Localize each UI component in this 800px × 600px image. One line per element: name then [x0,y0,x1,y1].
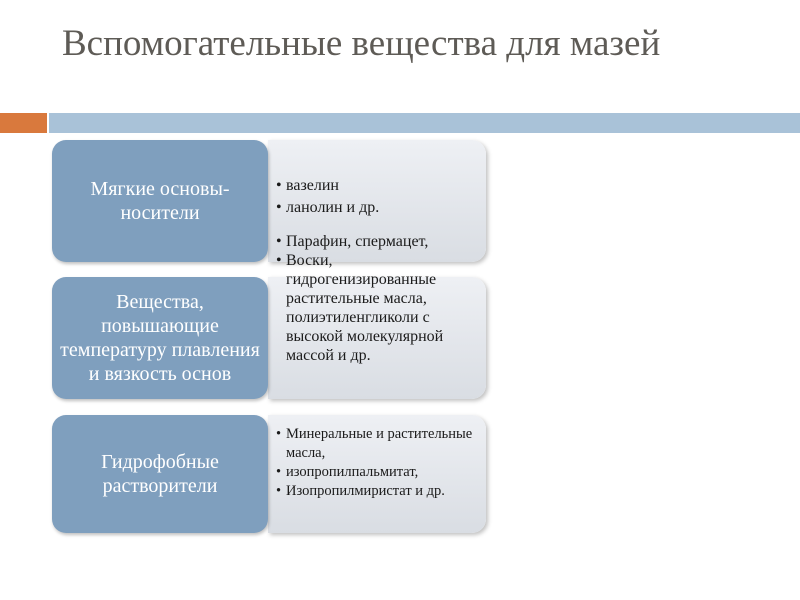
label-hydrophobic-solvents: Гидрофобные растворители [101,451,219,497]
label-box-soft-bases [52,140,268,262]
label-box-thickeners [52,277,268,399]
list-item: • Парафин, спермацет, [276,232,481,251]
title-accent-bar-orange [0,113,47,133]
list-item: • Изопропилмиристат и др. [276,482,481,501]
list-item: • ланолин и др. [276,197,481,219]
title-accent-bar-blue [49,113,800,133]
list-item: • Минеральные и растительные масла, [276,425,481,463]
list-item: • Воски, гидрогенизированные растительные масла, полиэтиленгликоли с высокой молекулярной массой и др. [276,251,481,365]
list-item: • изопропилпальмитат, [276,463,481,482]
label-thickeners: Вещества, повышающие температуру плавления и вязкость основ [60,291,260,385]
slide-title: Вспомогательные вещества для мазей [62,23,661,64]
label-box-hydrophobic-solvents [52,415,268,533]
label-soft-bases: Мягкие основы-носители [90,178,230,224]
list-item: • вазелин [276,175,481,197]
list-thickeners [276,232,481,438]
list-hydrophobic-solvents [276,425,481,501]
list-soft-bases [276,175,481,219]
